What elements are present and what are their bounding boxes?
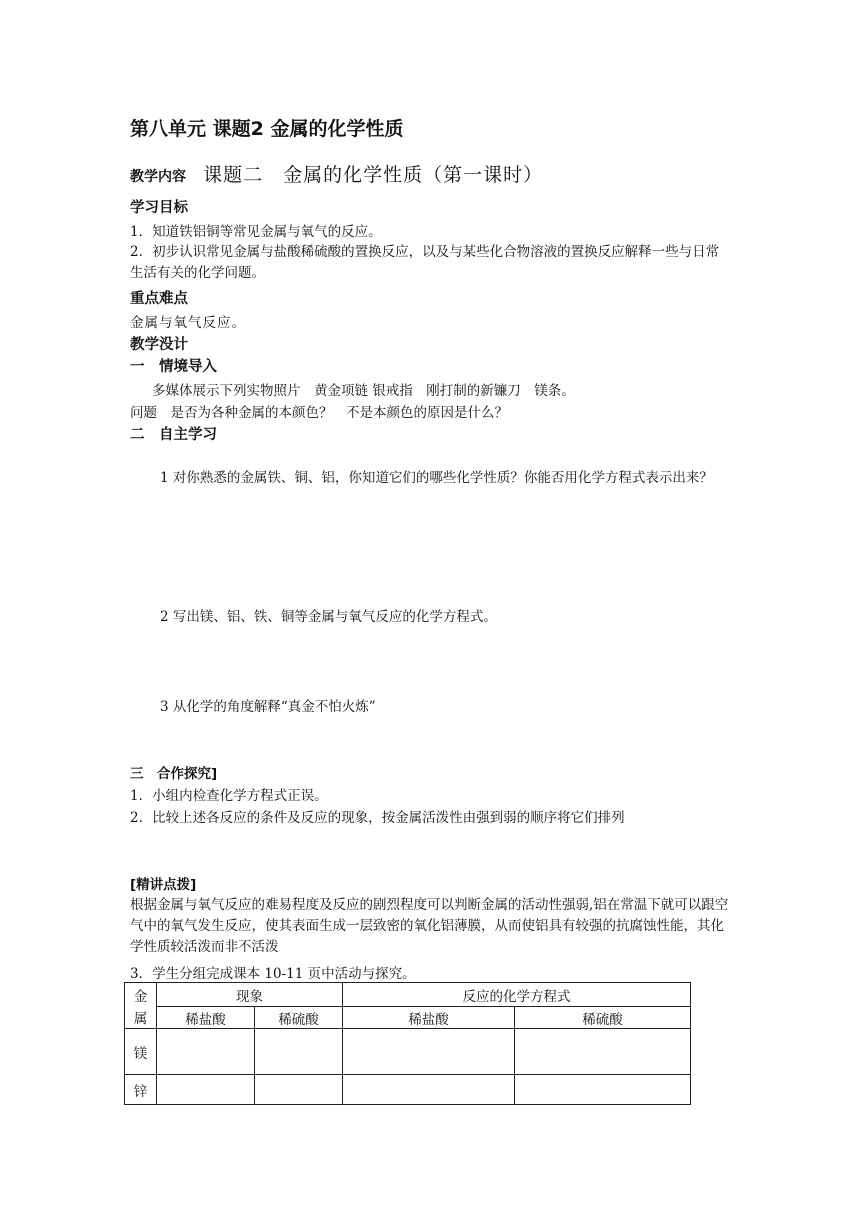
- table-subheader: 稀硫酸: [515, 1007, 691, 1029]
- subtitle-label: 教学内容: [130, 169, 186, 185]
- subtitle-text: 课题二 金属的化学性质（第一课时）: [203, 164, 544, 186]
- table-group-header: 反应的化学方程式: [343, 983, 691, 1007]
- table-header-metal: 属: [125, 1007, 157, 1029]
- section-1-line: 多媒体展示下列实物照片 黄金项链 银戒指 刚打制的新镰刀 镁条。: [152, 383, 575, 399]
- table-row-metal: 锌: [125, 1075, 157, 1105]
- objective-item: 2．初步认识常见金属与盐酸稀硫酸的置换反应，以及与某些化合物溶液的置换反应解释一些与日常生活有关的化学问题。: [130, 244, 720, 281]
- table-subheader: 稀盐酸: [157, 1007, 255, 1029]
- page-title: 第八单元 课题2 金属的化学性质: [130, 118, 404, 140]
- key-points-heading: 重点难点: [130, 291, 188, 307]
- design-heading: 教学没计: [130, 337, 188, 353]
- objectives-heading: 学习目标: [130, 200, 188, 216]
- table-cell[interactable]: [255, 1029, 343, 1075]
- table-row-metal: 镁: [125, 1029, 157, 1075]
- table-cell[interactable]: [343, 1029, 515, 1075]
- section-1-line: 问题 是否为各种金属的本颜色？ 不是本颜色的原因是什么？: [130, 405, 508, 421]
- table-row: [125, 1075, 691, 1105]
- question-2: 2 写出镁、铝、铁、铜等金属与氧气反应的化学方程式。: [160, 609, 497, 625]
- experiment-table: [124, 982, 691, 1105]
- tips-item: 3．学生分组完成课本 10-11 页中活动与探究。: [130, 966, 416, 982]
- section-2-heading: 二 自主学习: [130, 427, 217, 443]
- table-cell[interactable]: [515, 1075, 691, 1105]
- table-header-metal: 金: [125, 983, 157, 1007]
- key-points-text: 金属与氧气反应。: [130, 315, 246, 331]
- table-cell[interactable]: [343, 1075, 515, 1105]
- tips-text: 根据金属与氧气反应的难易程度及反应的剧烈程度可以判断金属的活动性强弱,铝在常温下就可以跟空气中的氧气发生反应，使其表面生成一层致密的氧化铝薄膜，从而使铝具有较强的抗腐蚀性能，其化学性质较活泼而非不活泼: [130, 897, 729, 955]
- table-subheader: 稀盐酸: [343, 1007, 515, 1029]
- table-cell[interactable]: [157, 1075, 255, 1105]
- question-3: 3 从化学的角度解释“真金不怕火炼”: [160, 699, 376, 715]
- table-cell[interactable]: [515, 1029, 691, 1075]
- objective-item: 1．知道铁铝铜等常见金属与氧气的反应。: [130, 224, 382, 240]
- section-3-item: 1．小组内检查化学方程式正误。: [130, 788, 328, 804]
- table-subheader: 稀硫酸: [255, 1007, 343, 1029]
- subtitle: [130, 160, 543, 187]
- section-1-heading: 一 情境导入: [130, 359, 217, 375]
- section-3-heading: 三 合作探究]: [130, 766, 218, 782]
- table-cell[interactable]: [255, 1075, 343, 1105]
- tips-heading: [精讲点拨]: [130, 877, 197, 893]
- table-row: [125, 1029, 691, 1075]
- question-1: 1 对你熟悉的金属铁、铜、铝，你知道它们的哪些化学性质？你能否用化学方程式表示出来？: [160, 470, 713, 486]
- section-3-item: 2．比较上述各反应的条件及反应的现象，按金属活泼性由强到弱的顺序将它们排列: [130, 810, 625, 826]
- table-group-header: 现象: [157, 983, 343, 1007]
- table-cell[interactable]: [157, 1029, 255, 1075]
